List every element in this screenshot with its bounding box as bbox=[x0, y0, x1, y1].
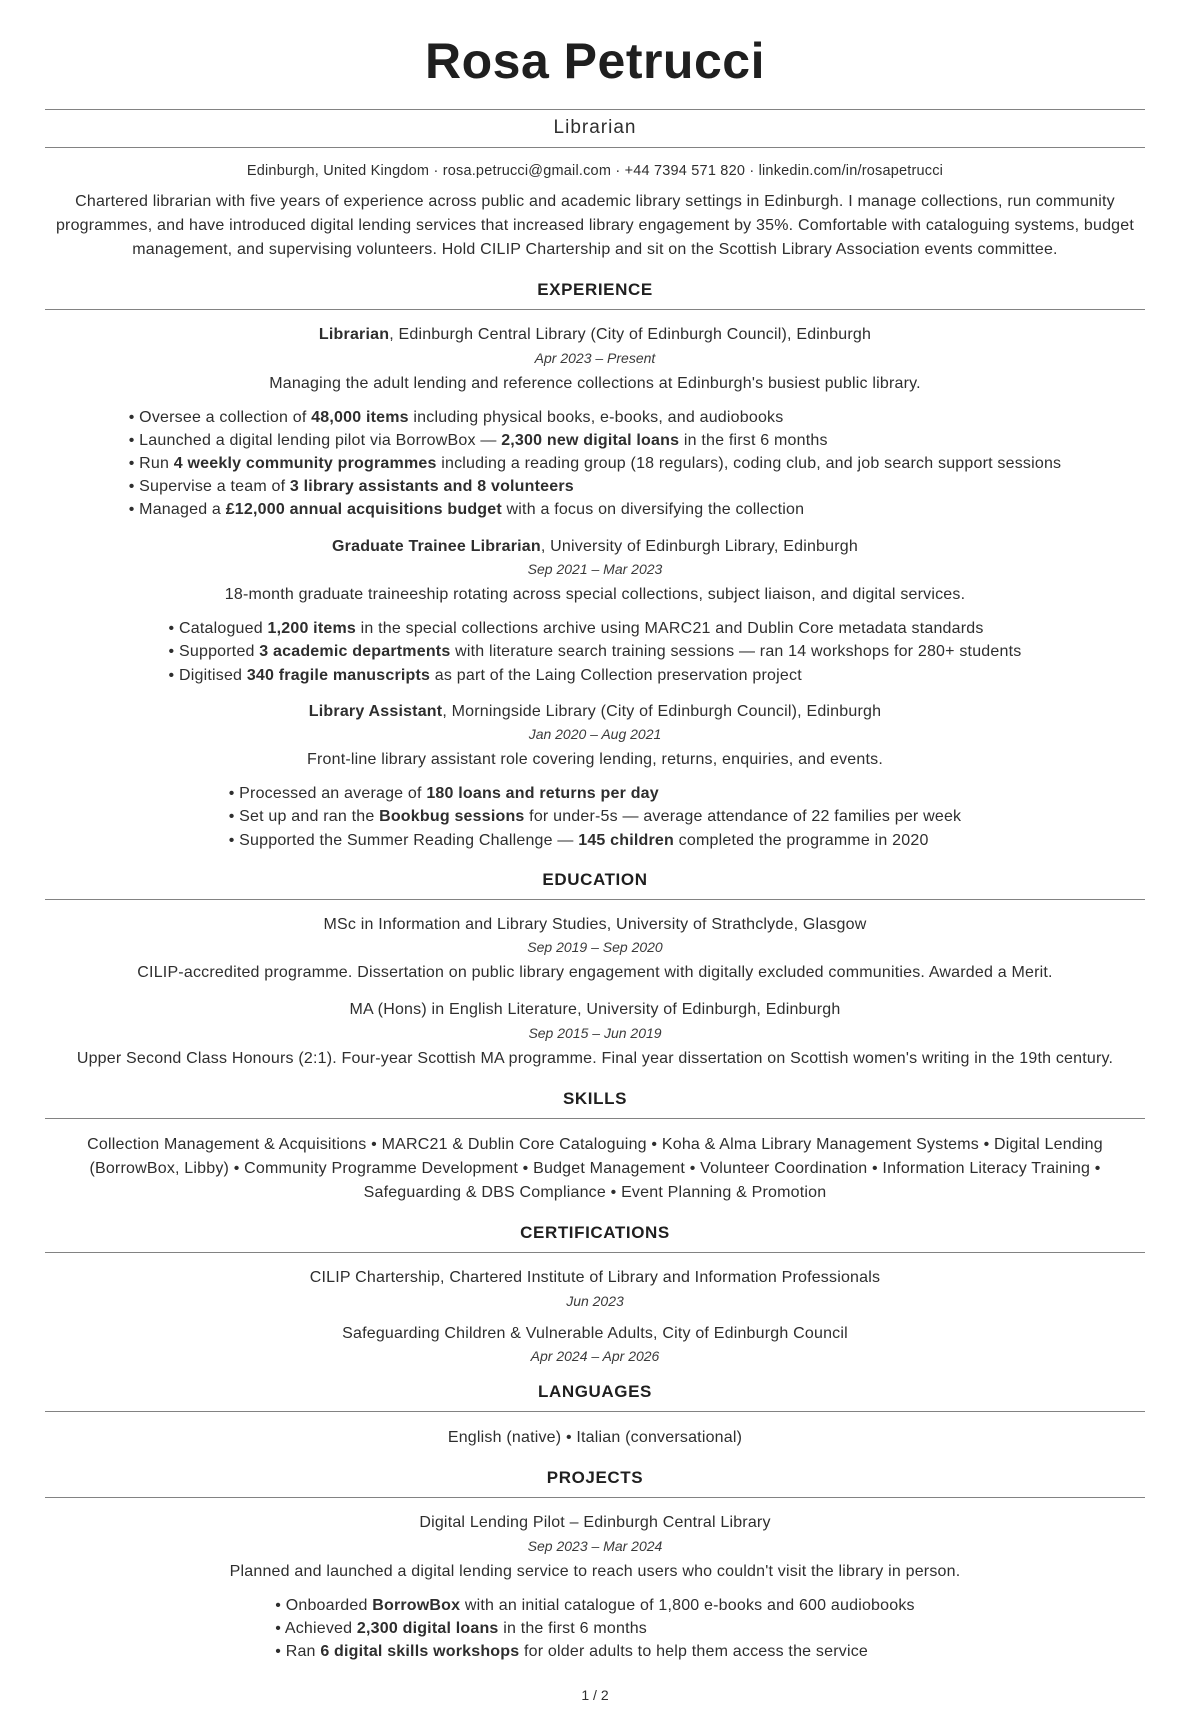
entry bbox=[45, 1323, 1145, 1365]
entry-description: CILIP-accredited programme. Dissertation on public library engagement with digitally excluded communities. Awarded a Merit. bbox=[137, 964, 1053, 982]
entry-title bbox=[45, 999, 1145, 1021]
text: Achieved bbox=[284, 1620, 357, 1637]
bullet-item bbox=[129, 406, 1062, 429]
entry-date: Sep 2021 – Mar 2023 bbox=[527, 561, 663, 578]
entry bbox=[45, 324, 1145, 522]
entry-date: Sep 2019 – Sep 2020 bbox=[527, 939, 663, 956]
entry-description: Planned and launched a digital lending service to reach users who couldn't visit the library in person. bbox=[229, 1562, 961, 1580]
bullet-item bbox=[275, 1594, 915, 1617]
entry-description: 18-month graduate traineeship rotating across special collections, subject liaison, and digital services. bbox=[224, 586, 966, 604]
entry-description: English (native) • Italian (conversational) bbox=[447, 1429, 743, 1447]
section-heading: PROJECTS bbox=[546, 1468, 644, 1488]
text: for older adults to help them access the service bbox=[519, 1643, 868, 1661]
entry-title bbox=[45, 536, 1145, 558]
text: Ran bbox=[285, 1643, 321, 1661]
entry-title bbox=[45, 914, 1145, 936]
bullet-item bbox=[129, 452, 1062, 475]
entry-bullets bbox=[229, 782, 962, 852]
text: Safeguarding Children & Vulnerable Adults, City of Edinburgh Council bbox=[342, 1324, 848, 1342]
bold-text: 1,200 items bbox=[267, 620, 356, 638]
bullet-item bbox=[129, 429, 1062, 452]
entry-title bbox=[45, 1323, 1145, 1345]
text: for under-5s — average attendance of 22 families per week bbox=[524, 808, 962, 826]
bullet-item bbox=[229, 829, 962, 852]
section-divider bbox=[45, 1411, 1145, 1412]
entry-title bbox=[45, 1267, 1145, 1289]
section-divider bbox=[45, 899, 1145, 900]
text: in the first 6 months bbox=[498, 1620, 648, 1637]
section-divider bbox=[45, 1252, 1145, 1253]
bold-text: 48,000 items bbox=[311, 408, 409, 426]
entry bbox=[45, 914, 1145, 986]
section-languages bbox=[45, 1382, 1145, 1450]
bold-text: 180 loans and returns per day bbox=[426, 785, 659, 803]
text: Digitised bbox=[179, 666, 247, 684]
text: Onboarded bbox=[285, 1596, 373, 1614]
text: including physical books, e-books, and audiobooks bbox=[408, 408, 784, 426]
bullet-item bbox=[169, 640, 1022, 663]
entry-description: Collection Management & Acquisitions • MARC21 & Dublin Core Cataloguing • Koha & Alma Library Management Systems • Digital Lending (BorrowBox, Libby) • Community Programme Development • Budget Management • Volunteer Coordination • Information Literacy Training • Safeguarding & DBS Compliance • Event Planning & Promotion bbox=[87, 1136, 1103, 1202]
section-divider bbox=[45, 1497, 1145, 1498]
entry-date: Jan 2020 – Aug 2021 bbox=[528, 726, 662, 743]
page-title: Rosa Petrucci bbox=[425, 33, 765, 89]
entry-bullets bbox=[129, 406, 1062, 522]
entry-date: Jun 2023 bbox=[566, 1292, 624, 1309]
summary-paragraph: Chartered librarian with five years of experience across public and academic library settings in Edinburgh. I manage collections, run community programmes, and have introduced digital lending services that increased library engagement by 35%. Comfortable with cataloguing systems, budget management, and supervising volunteers. Hold CILIP Chartership and sit on the Scottish Library Association events committee. bbox=[55, 193, 1135, 258]
bold-text: 3 academic departments bbox=[259, 643, 451, 661]
text: including a reading group (18 regulars), coding club, and job search support sessions bbox=[436, 454, 1062, 472]
section-heading: EDUCATION bbox=[542, 869, 648, 889]
bold-text: Graduate Trainee Librarian bbox=[332, 537, 541, 555]
sections bbox=[45, 262, 1145, 1663]
section-projects bbox=[45, 1468, 1145, 1663]
text: Catalogued bbox=[179, 620, 268, 638]
entry-date: Apr 2024 – Apr 2026 bbox=[530, 1348, 660, 1365]
entry-title bbox=[45, 1512, 1145, 1534]
text: Managed a bbox=[139, 501, 226, 519]
section-experience bbox=[45, 280, 1145, 852]
bold-text: Librarian bbox=[318, 326, 390, 343]
entry-bullets bbox=[275, 1594, 915, 1664]
role-subtitle: Librarian bbox=[553, 117, 637, 138]
text: , University of Edinburgh Library, Edinburgh bbox=[540, 537, 858, 555]
entry-description: Upper Second Class Honours (2:1). Four-year Scottish MA programme. Final year dissertation on Scottish women's writing in the 19th century. bbox=[76, 1050, 1114, 1068]
text: in the special collections archive using MARC21 and Dublin Core metadata standards bbox=[355, 620, 984, 638]
text: with an initial catalogue of 1,800 e-books and 600 audiobooks bbox=[460, 1596, 915, 1614]
bold-text: £12,000 annual acquisitions budget bbox=[225, 501, 502, 519]
text: Run bbox=[139, 454, 174, 472]
bold-text: 2,300 digital loans bbox=[356, 1620, 499, 1637]
text: Supported bbox=[179, 643, 260, 661]
entry-bullets bbox=[169, 617, 1022, 687]
section-heading: SKILLS bbox=[562, 1089, 628, 1109]
text: Launched a digital lending pilot via BorrowBox — bbox=[139, 431, 502, 449]
text: Processed an average of bbox=[239, 785, 427, 803]
bold-text: 4 weekly community programmes bbox=[173, 454, 437, 472]
entry bbox=[45, 701, 1145, 852]
entry-title bbox=[45, 701, 1145, 723]
bullet-item bbox=[169, 664, 1022, 687]
section-heading: CERTIFICATIONS bbox=[520, 1223, 670, 1243]
section-heading: LANGUAGES bbox=[537, 1382, 653, 1402]
entry bbox=[45, 1512, 1145, 1663]
text: MSc in Information and Library Studies, University of Strathclyde, Glasgow bbox=[323, 915, 867, 933]
entry bbox=[45, 1133, 1145, 1205]
section-certifications bbox=[45, 1223, 1145, 1364]
bullet-item bbox=[129, 475, 1062, 498]
bold-text: Library Assistant bbox=[308, 702, 443, 720]
divider bbox=[45, 147, 1145, 148]
page-number: 1 / 2 bbox=[581, 1687, 609, 1704]
entry-date: Sep 2023 – Mar 2024 bbox=[527, 1537, 663, 1554]
bullet-item bbox=[275, 1640, 915, 1663]
entry bbox=[45, 1426, 1145, 1450]
text: with literature search training sessions — ran 14 workshops for 280+ students bbox=[450, 643, 1022, 661]
bold-text: 340 fragile manuscripts bbox=[246, 666, 431, 684]
bold-text: 145 children bbox=[578, 831, 675, 849]
text: Oversee a collection of bbox=[139, 408, 312, 426]
entry-title bbox=[45, 324, 1145, 346]
entry-description: Managing the adult lending and reference collections at Edinburgh's busiest public library. bbox=[269, 374, 921, 392]
entry-date: Apr 2023 – Present bbox=[534, 349, 656, 366]
bullet-item bbox=[275, 1617, 915, 1640]
section-divider bbox=[45, 1118, 1145, 1119]
entry-date: Sep 2015 – Jun 2019 bbox=[528, 1025, 662, 1042]
bold-text: 6 digital skills workshops bbox=[320, 1643, 520, 1661]
bullet-item bbox=[129, 498, 1062, 521]
text: Digital Lending Pilot – Edinburgh Central Library bbox=[419, 1514, 771, 1532]
bullet-item bbox=[169, 617, 1022, 640]
text: CILIP Chartership, Chartered Institute of Library and Information Professionals bbox=[309, 1269, 881, 1287]
entry bbox=[45, 999, 1145, 1071]
bold-text: Bookbug sessions bbox=[379, 808, 525, 826]
bullet-item bbox=[229, 782, 962, 805]
bold-text: 2,300 new digital loans bbox=[501, 431, 680, 449]
text: in the first 6 months bbox=[679, 431, 828, 449]
entry bbox=[45, 1267, 1145, 1309]
text: as part of the Laing Collection preservation project bbox=[430, 666, 802, 684]
text: MA (Hons) in English Literature, University of Edinburgh, Edinburgh bbox=[349, 1001, 841, 1019]
entry bbox=[45, 536, 1145, 687]
section-divider bbox=[45, 309, 1145, 310]
section-heading: EXPERIENCE bbox=[537, 280, 653, 299]
text: with a focus on diversifying the collection bbox=[501, 501, 805, 519]
entry-description: Front-line library assistant role covering lending, returns, enquiries, and events. bbox=[307, 751, 883, 769]
text: Supported the Summer Reading Challenge — bbox=[239, 831, 579, 849]
text: completed the programme in 2020 bbox=[674, 831, 929, 849]
text: Supervise a team of bbox=[139, 478, 290, 496]
section-skills bbox=[45, 1089, 1145, 1205]
contact-line: Edinburgh, United Kingdom · rosa.petrucci@gmail.com · +44 7394 571 820 · linkedin.com/in/rosapetrucci bbox=[246, 163, 944, 179]
text: , Edinburgh Central Library (City of Edinburgh Council), Edinburgh bbox=[389, 326, 872, 343]
bold-text: BorrowBox bbox=[372, 1596, 461, 1614]
text: Set up and ran the bbox=[239, 808, 380, 826]
bullet-item bbox=[229, 805, 962, 828]
bold-text: 3 library assistants and 8 volunteers bbox=[289, 478, 574, 496]
text: , Morningside Library (City of Edinburgh Council), Edinburgh bbox=[442, 702, 882, 720]
section-education bbox=[45, 870, 1145, 1071]
